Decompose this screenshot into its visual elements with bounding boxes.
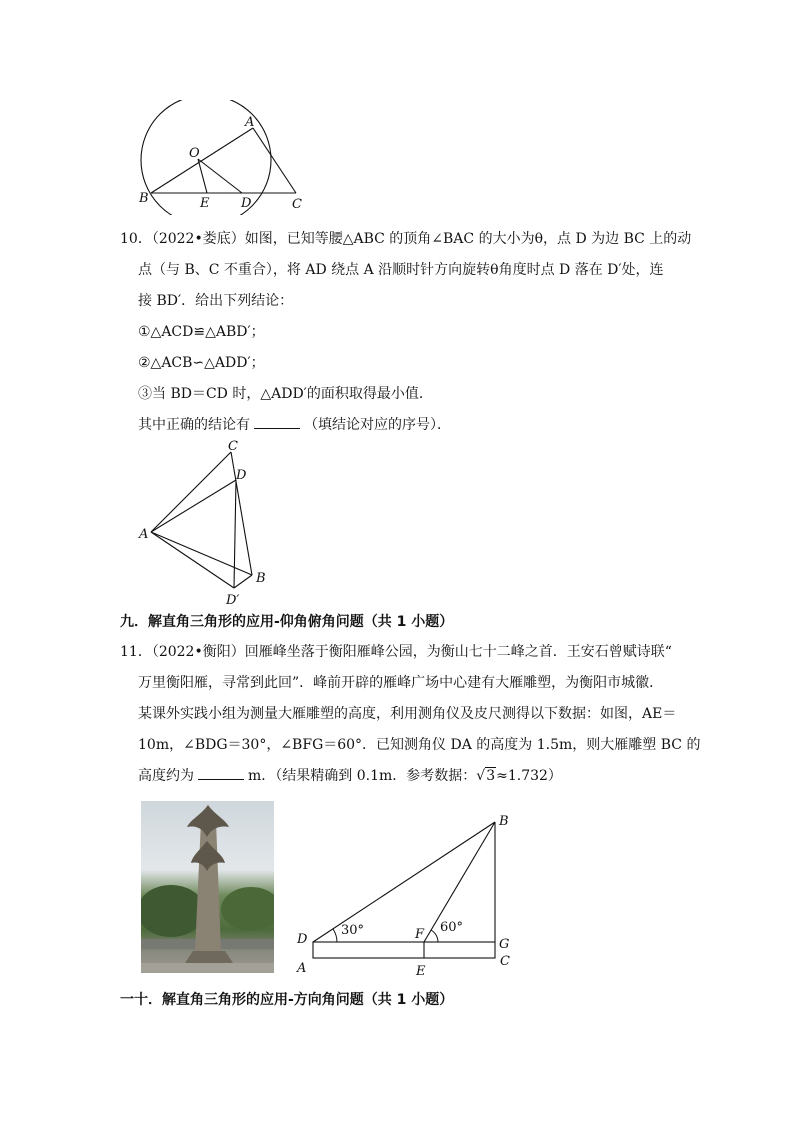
label-f: F — [415, 927, 425, 942]
segment-od — [198, 159, 242, 193]
label-c: C — [228, 439, 238, 454]
segment-ba — [151, 128, 253, 193]
label-c: C — [500, 954, 510, 969]
label-d: D — [236, 468, 247, 483]
q10-question — [138, 415, 451, 435]
q10-line-3: 接 BD′．给出下列结论： — [138, 293, 294, 309]
label-d-prime: D′ — [226, 593, 240, 608]
sculpture-photo — [141, 801, 274, 973]
angle-d-arc — [333, 929, 337, 942]
q11-line-3: 某课外实践小组为测量大雁雕塑的高度，利用测角仪及皮尺测得以下数据：如图，AE＝ — [138, 706, 677, 722]
section-10-heading: 一十．解直角三角形的应用-方向角问题（共 1 小题） — [120, 992, 454, 1008]
q11-line-5-after: ≈1.732） — [496, 768, 562, 784]
q11-line-5-before: 高度约为 — [138, 768, 194, 784]
ground-rect — [313, 942, 495, 958]
q11-line-5 — [138, 766, 562, 786]
segment-ac — [253, 128, 296, 193]
label-a: A — [139, 527, 149, 542]
q10-answer-blank[interactable] — [254, 416, 300, 429]
segment-bd-prime — [234, 575, 252, 588]
sculpture-drawing — [141, 801, 274, 973]
label-a: A — [245, 115, 255, 130]
q10-line-2: 点（与 B、C 不重合），将 AD 绕点 A 沿顺时针方向旋转θ角度时点 D 落在 D′处，连 — [138, 262, 664, 278]
label-e: E — [416, 964, 426, 979]
segment-dd-prime — [234, 480, 236, 588]
label-g: G — [499, 937, 510, 952]
sqrt-symbol: √ — [476, 768, 486, 784]
segment-oe — [198, 159, 207, 193]
q10-conclusion-3: ③当 BD＝CD 时，△ADD′的面积取得最小值． — [138, 386, 433, 402]
triangle-figure — [130, 435, 280, 610]
q11-line-1: 11．（2022•衡阳）回雁峰坐落于衡阳雁峰公园，为衡山七十二峰之首．王安石曾赋诗联“ — [120, 644, 672, 660]
q10-conclusion-1: ①△ACD≌△ABD′； — [138, 324, 265, 340]
q11-line-4: 10m，∠BDG＝30°，∠BFG＝60°．已知测角仪 DA 的高度为 1.5m，则大雁雕塑 BC 的 — [138, 737, 701, 753]
circle-figure — [130, 100, 320, 215]
q10-question-after: （填结论对应的序号）． — [304, 417, 451, 433]
angle-d-label: 30° — [341, 923, 365, 938]
segment-ab — [151, 532, 252, 575]
angle-f-arc — [431, 930, 438, 942]
segment-add-prime — [151, 532, 234, 588]
q10-question-before: 其中正确的结论有 — [138, 417, 250, 433]
q10-line-1: 10．（2022•娄底）如图，已知等腰△ABC 的顶角∠BAC 的大小为θ，点 D 为边 BC 上的动 — [120, 231, 692, 247]
q10-conclusion-2: ②△ACB∽△ADD′； — [138, 355, 265, 371]
label-b: B — [499, 814, 509, 829]
q11-answer-blank[interactable] — [198, 767, 244, 780]
section-9-heading: 九．解直角三角形的应用-仰角俯角问题（共 1 小题） — [120, 614, 454, 630]
q11-line-2: 万里衡阳雁，寻常到此回”．峰前开辟的雁峰广场中心建有大雁雕塑，为衡阳市城徽． — [138, 675, 664, 691]
label-d: D — [297, 932, 308, 947]
label-e: E — [200, 196, 210, 211]
label-c: C — [292, 197, 302, 212]
survey-diagram — [290, 805, 520, 980]
label-a: A — [297, 961, 307, 976]
label-b: B — [139, 191, 149, 206]
segment-ac — [151, 452, 231, 532]
q11-line-5-unit: m．（结果精确到 0.1m．参考数据： — [248, 768, 477, 784]
angle-f-label: 60° — [440, 920, 464, 935]
label-d: D — [241, 196, 252, 211]
label-o: O — [189, 146, 200, 161]
label-b: B — [256, 571, 266, 586]
segment-ad — [151, 480, 236, 532]
sqrt-radicand: 3 — [486, 768, 496, 784]
